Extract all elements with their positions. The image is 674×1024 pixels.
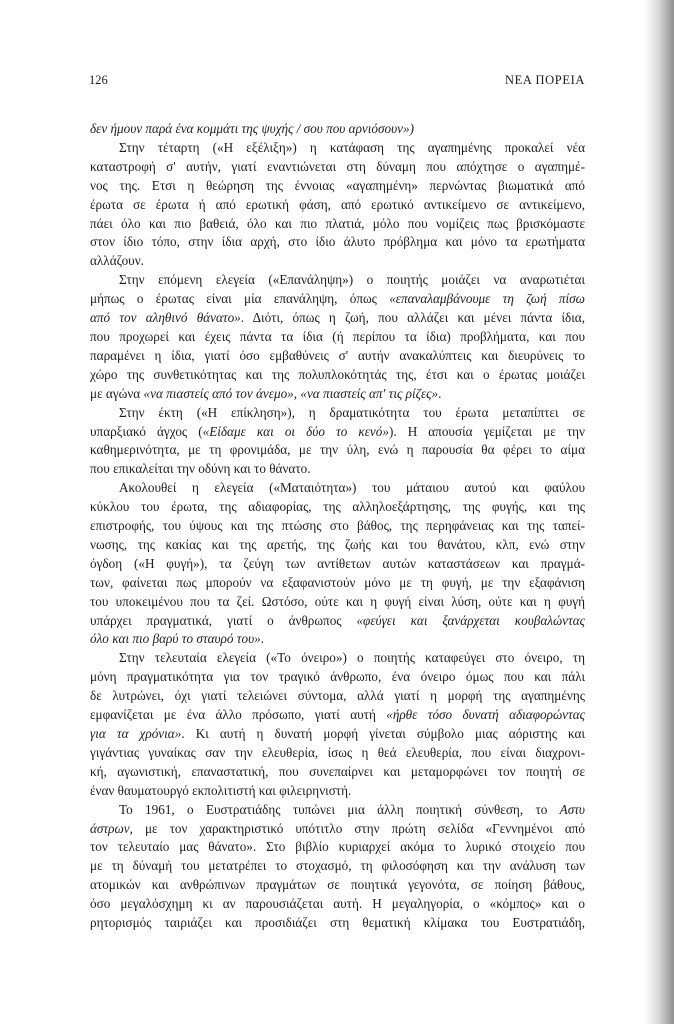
text-run: όσο μεγαλόσχημη κι αν παρουσιάζεται αυτή. Η μεγαληγορία, ο «κόμπος» και ο: [90, 896, 585, 912]
text-run: μόνη πραγματικότητα για τον τραγικό άνθρωπο, ένα όνειρο όμως που και πάλι: [90, 669, 585, 685]
text-run: χώρο της συνθετικότητας και της πολυπλοκότητάς της, έτσι και ο έρωτας μοιάζει: [90, 366, 585, 382]
italic-text: για τα χρόνια»: [90, 726, 182, 741]
text-run: .: [260, 631, 265, 647]
text-run: .: [438, 385, 442, 401]
text-run: του υποκειμένου που τα ζεί. Ωστόσο, ούτε και η φυγή είναι λύση, ούτε και η φυγή: [90, 593, 585, 609]
text-run: Στην τέταρτη («Η εξέλιξη») η κατάφαση της αγαπημένης προκαλεί νέα: [119, 139, 585, 155]
italic-text: «φεύγει και ξανάρχεται κουβαλώντας: [356, 612, 585, 628]
text-line: [90, 649, 585, 668]
text-run: εμφανίζεται με ένα άλλο πρόσωπο, γιατί αυτή: [90, 707, 387, 723]
text-line: [90, 876, 585, 895]
text-line: [90, 517, 585, 536]
text-run: αλλάζουν.: [90, 253, 144, 269]
text-line: [90, 536, 585, 555]
text-run: υπάρχει πραγματικά, γιατί ο άνθρωπος: [90, 612, 357, 628]
text-line: [90, 593, 585, 612]
italic-text: «να πιαστείς από τον άνεμο»: [143, 385, 294, 401]
text-line: [90, 744, 585, 763]
italic-text: άστρων: [90, 820, 130, 836]
text-run: ατομικών και ανθρώπινων πραγμάτων σε ποιητικά γεγονότα, σε ποίηση βάθους,: [90, 877, 585, 893]
text-line: [90, 404, 585, 423]
italic-text: «επαναλαμβάνουμε τη ζωή πίσω: [389, 291, 585, 307]
text-run: υπαρξιακό άγχος (: [90, 423, 203, 439]
text-run: , με τον χαρακτηριστικό υπότιτλο στην πρώτη σελίδα «Γεννημένοι από: [129, 820, 585, 836]
text-run: ,: [293, 385, 301, 401]
text-run: στον ίδιο τόπο, στην ίδια αρχή, στο ίδιο άλυτο πρόβλημα και μόνο τα ερωτήματα: [90, 234, 585, 250]
running-head-title: ΝΕΑ ΠΟΡΕΙΑ: [505, 73, 585, 87]
text-line: [90, 328, 585, 347]
text-line: [90, 668, 585, 687]
text-line: [90, 914, 585, 933]
italic-text: από τον αληθινό θάνατο»: [90, 310, 241, 326]
scan-edge-shadow: [644, 0, 674, 1024]
text-line: [90, 215, 585, 234]
text-run: . Διότι, όπως η ζωή, που αλλάζει και μένει πάντα ίδια,: [240, 310, 585, 326]
text-line: [90, 139, 585, 158]
text-run: γιγάντιας γυναίκας σαν την ελευθερία, ίσως η θεά ελευθερία, που είναι διαχρονι-: [90, 744, 585, 760]
text-line: [90, 252, 585, 271]
text-line: [90, 233, 585, 252]
text-line: [90, 555, 585, 574]
text-run: . Κι αυτή η δυνατή μορφή γίνεται σύμβολο μιας αόριστης και: [181, 726, 585, 741]
running-header: [89, 71, 585, 89]
text-run: κύκλου του έρωτα, της αδιαφορίας, της αλληλοεξάρτησης, της φυγής, και της: [90, 499, 585, 515]
text-run: νος της. Ετσι η θεώρηση της έννοιας «αγαπημένη» περνώντας βιωματικά από: [90, 177, 585, 193]
text-line: [90, 385, 585, 404]
italic-text: «Είδαμε και οι δύο το κενό»: [202, 423, 389, 439]
text-run: με αγώνα: [90, 385, 144, 401]
text-line: [90, 857, 585, 876]
text-run: δε λυτρώνει, όχι γιατί τελειώνει σύντομα, αλλά γιατί η μορφή της αγαπημένης: [90, 688, 585, 704]
text-run: με τη δύναμή του μετατρέπει το στοχασμό, τη φιλοσόφηση και την ανάλυση των: [90, 858, 585, 874]
text-line: [90, 687, 585, 706]
text-run: όγδοη («Η φυγή»), τα ζεύγη των αντίθετων αυτών καταστάσεων και πραγμά-: [90, 555, 585, 571]
text-run: επιστροφής, του ύψους και της πτώσης στο βάθος, της περηφάνειας και της ταπεί-: [90, 518, 585, 534]
paragraph: [90, 479, 585, 649]
text-run: τον τελευταίο μας θάνατο». Στο βιβλίο κυριαρχεί ακόμα το λυρικό στοιχείο που: [90, 839, 585, 855]
italic-text: Αστυ: [559, 801, 585, 817]
italic-text: «να πιαστείς απ' τις ρίζες»: [300, 385, 439, 401]
paragraph: [90, 120, 585, 139]
text-line: [90, 612, 585, 631]
text-run: που προχωρεί και έχεις πάντα τα ίδια (ή περίπου τα ίδια) προβλήματα, και που: [90, 328, 585, 344]
text-line: [90, 706, 585, 725]
paragraph: [90, 271, 585, 403]
italic-text: «ήρθε τόσο δυνατή αδιαφορώντας: [386, 707, 585, 723]
text-line: [90, 441, 585, 460]
text-run: νωσης, της κακίας και της αρετής, της ζωής και του θανάτου, κλπ, ενώ στην: [90, 536, 585, 552]
text-line: [90, 498, 585, 517]
text-run: Στην επόμενη ελεγεία («Επανάληψη») ο ποιητής μοιάζει να αναρωτιέται: [119, 272, 585, 288]
text-line: [90, 801, 585, 820]
paragraph: [90, 139, 585, 271]
page-number: 126: [89, 73, 108, 87]
text-line: [90, 120, 585, 139]
text-run: Στην έκτη («Η επίκληση»), η δραματικότητα του έρωτα μεταπίπτει σε: [119, 404, 585, 420]
text-run: που επικαλείται την οδύνη και το θάνατο.: [90, 461, 311, 477]
text-line: [90, 290, 585, 309]
text-run: ρητορισμός ταιριάζει και προσιδιάζει στη θεματική κλίμακα του Ευστρατιάδη,: [90, 915, 585, 931]
text-run: κή, αγωνιστική, επαναστατική, που συνεπαίρνει και μεταμορφώνει τον ποιητή σε: [90, 763, 585, 779]
text-line: [90, 460, 585, 479]
text-run: ). Η απουσία γεμίζεται με την: [388, 423, 585, 439]
text-run: παραμένει η ίδια, γιατί όσο εμβαθύνεις σ' αυτήν ανακαλύπτεις και διευρύνεις το: [90, 347, 585, 363]
text-run: πάει όλο και πιο βαθειά, όλο και πιο πλατιά, μόλο που νομίζεις πως βρισκόμαστε: [90, 215, 585, 231]
paragraph: [90, 404, 585, 480]
text-line: [90, 271, 585, 290]
italic-text: δεν ήμουν παρά ένα κομμάτι της ψυχής / σου που αρνιόσουν»): [90, 121, 415, 136]
text-line: [90, 347, 585, 366]
text-run: έρωτα σε έρωτα ή από ερωτική φάση, από ερωτικό αντικείμενο σε αντικείμενο,: [90, 196, 585, 212]
text-line: [90, 366, 585, 385]
text-run: καταστροφή σ' αυτήν, γιατί εναντιώνεται στη δύναμη που απόχτησε ο αγαπημέ-: [90, 158, 585, 174]
paragraph: [90, 801, 585, 933]
text-line: [90, 820, 585, 839]
text-line: [90, 423, 585, 442]
text-line: [90, 574, 585, 593]
text-line: [90, 196, 585, 215]
text-line: [90, 725, 585, 744]
text-run: έναν θαυματουργό εκπολιτιστή και φιλειρηνιστή.: [90, 782, 352, 798]
body-text: [90, 120, 585, 933]
text-line: [90, 309, 585, 328]
text-line: [90, 763, 585, 782]
text-run: Ακολουθεί η ελεγεία («Ματαιότητα») του μάταιου αυτού και φαύλου: [119, 480, 585, 496]
text-run: καθημερινότητα, με τη φρονιμάδα, με την ύλη, ενώ η παρουσία θα φέρει το αίμα: [90, 442, 585, 458]
italic-text: όλο και πιο βαρύ το σταυρό του»: [90, 631, 261, 647]
text-line: [90, 630, 585, 649]
text-run: μήπως ο έρωτας είναι μία επανάληψη, όπως: [90, 291, 390, 307]
paragraph: [90, 649, 585, 800]
text-line: [90, 782, 585, 801]
text-line: [90, 158, 585, 177]
text-line: [90, 479, 585, 498]
text-line: [90, 177, 585, 196]
text-run: Το 1961, ο Ευστρατιάδης τυπώνει μια άλλη ποιητική σύνθεση, το: [119, 801, 560, 817]
text-run: Στην τελευταία ελεγεία («Το όνειρο») ο ποιητής καταφεύγει στο όνειρο, τη: [119, 650, 585, 666]
text-run: των, φαίνεται πως μπορούν να εξαφανιστούν μόνο με τη φυγή, με την εξαφάνιση: [90, 574, 585, 590]
text-line: [90, 895, 585, 914]
text-line: [90, 838, 585, 857]
